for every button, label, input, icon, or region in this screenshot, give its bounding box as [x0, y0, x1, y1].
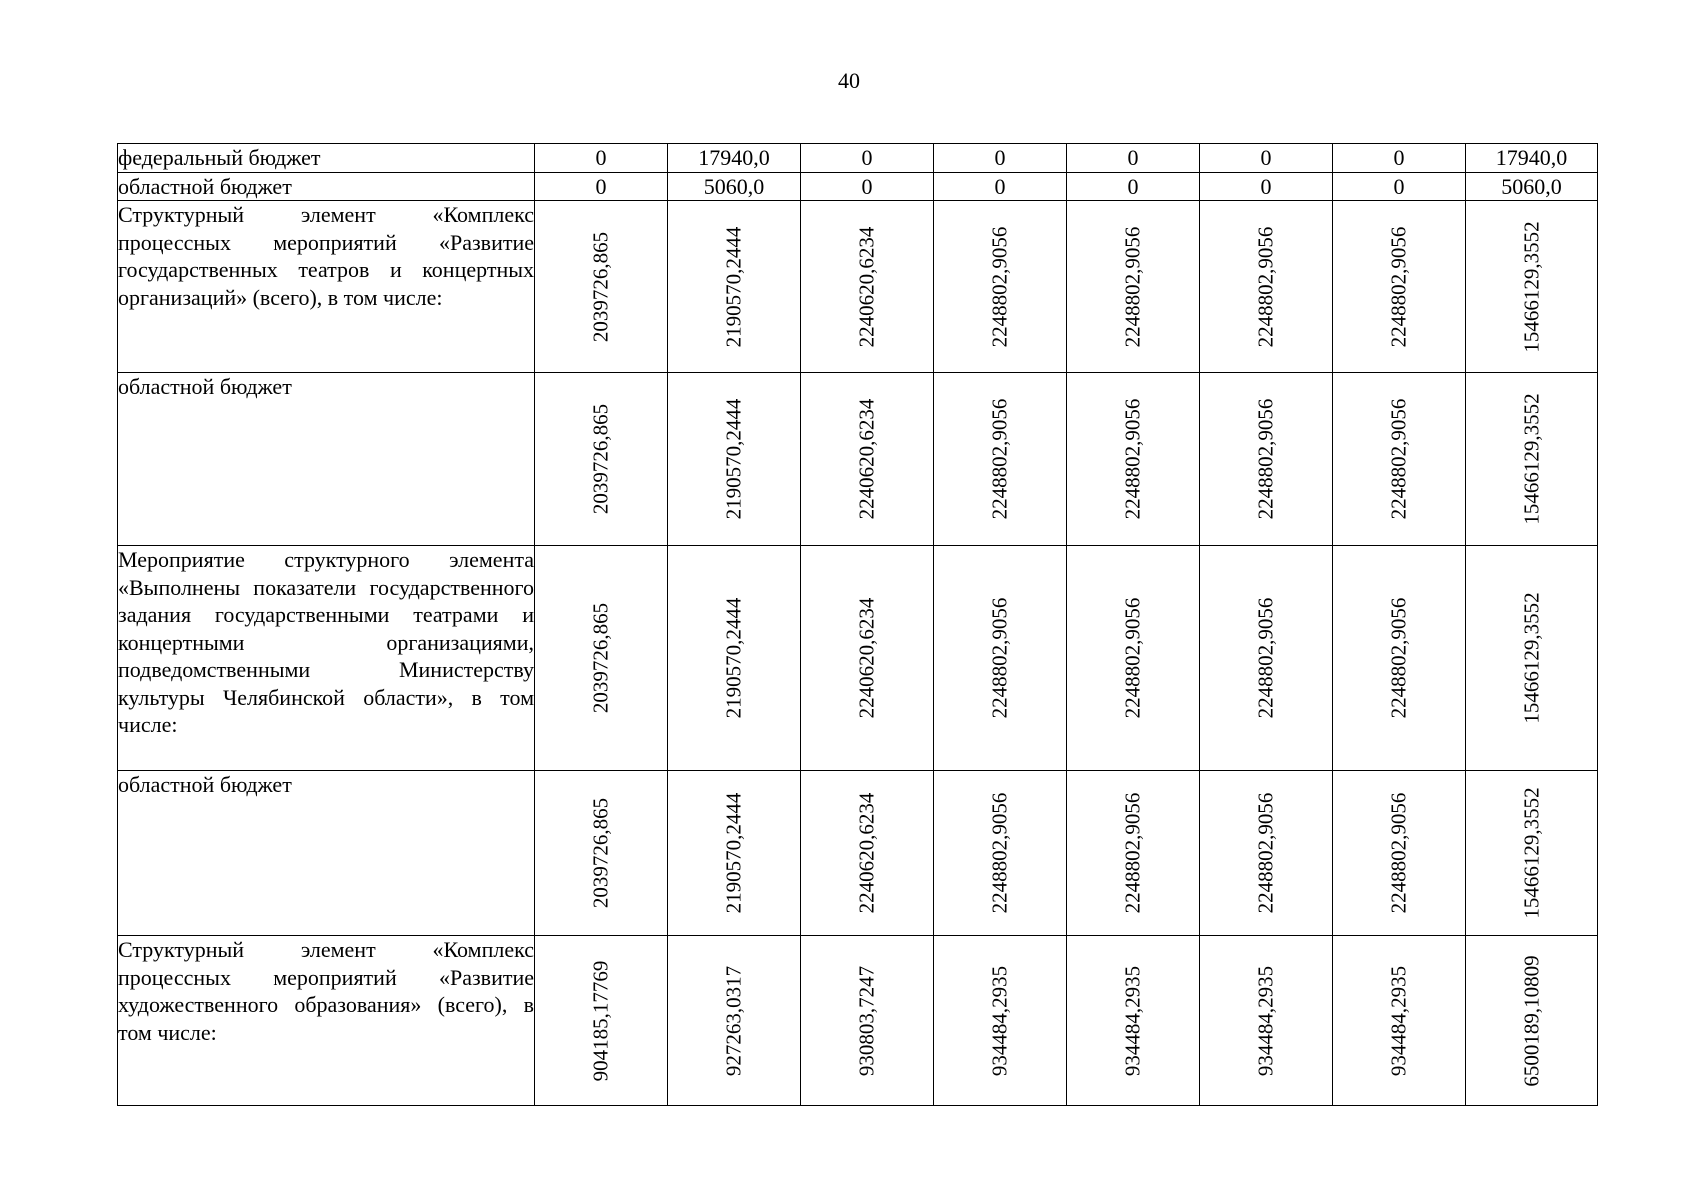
- value-text: 934484,2935: [1120, 965, 1145, 1076]
- value-cell: [801, 771, 934, 936]
- value-cell: [668, 936, 801, 1106]
- row-label-cell: [118, 373, 535, 546]
- value-text: 15466129,3552: [1518, 592, 1543, 724]
- value-cell: [1333, 201, 1466, 373]
- value-cell: 0: [1333, 172, 1466, 201]
- budget-table: [117, 143, 1598, 1106]
- value-cell: [668, 373, 801, 546]
- value-cell: [1333, 373, 1466, 546]
- value-cell: 5060,0: [668, 172, 801, 201]
- value-cell: 0: [1200, 144, 1333, 173]
- value-cell: [801, 936, 934, 1106]
- value-cell: [934, 771, 1067, 936]
- value-cell: [1333, 936, 1466, 1106]
- value-cell: [1200, 546, 1333, 771]
- value-cell: [801, 201, 934, 373]
- row-label-cell: [118, 144, 535, 173]
- row-label: областной бюджет: [118, 374, 292, 399]
- value-cell: [1466, 373, 1598, 546]
- value-cell: 0: [1200, 172, 1333, 201]
- value-text: 930803,7247: [854, 965, 879, 1076]
- value-cell: [1466, 546, 1598, 771]
- value-cell: [1466, 201, 1598, 373]
- value-text: 2240620,6234: [854, 597, 879, 719]
- value-cell: 0: [1333, 144, 1466, 173]
- row-label-cell: [118, 771, 535, 936]
- value-cell: [1067, 771, 1200, 936]
- value-text: 2248802,9056: [1253, 226, 1278, 347]
- value-cell: [535, 201, 668, 373]
- value-cell: [535, 373, 668, 546]
- value-text: 2240620,6234: [854, 792, 879, 914]
- value-text: 15466129,3552: [1518, 393, 1543, 525]
- value-cell: [1200, 771, 1333, 936]
- value-text: 2190570,2444: [721, 398, 746, 520]
- value-text: 2240620,6234: [854, 398, 879, 520]
- value-cell: [668, 201, 801, 373]
- value-cell: [934, 373, 1067, 546]
- value-cell: [934, 546, 1067, 771]
- table-row: [118, 172, 1598, 201]
- value-text: 2039726,865: [588, 602, 613, 714]
- value-cell: [1067, 201, 1200, 373]
- value-text: 2248802,9056: [1253, 398, 1278, 520]
- row-label: областной бюджет: [118, 772, 292, 797]
- row-label: Структурный элемент «Комплекс процессных мероприятий «Развитие художественного образования» (всего), в том числе:: [118, 937, 534, 1045]
- value-cell: [668, 546, 801, 771]
- row-label-cell: [118, 936, 535, 1106]
- value-cell: [1466, 771, 1598, 936]
- value-text: 2039726,865: [588, 231, 613, 342]
- value-cell: 17940,0: [1466, 144, 1598, 173]
- value-cell: [1200, 201, 1333, 373]
- value-text: 2248802,9056: [1386, 597, 1411, 719]
- value-text: 2248802,9056: [1386, 792, 1411, 914]
- value-text: 934484,2935: [1386, 965, 1411, 1076]
- row-label-cell: [118, 546, 535, 771]
- value-cell: 0: [1067, 172, 1200, 201]
- table-row: [118, 201, 1598, 373]
- table-row: [118, 373, 1598, 546]
- value-cell: [1067, 546, 1200, 771]
- value-text: 2190570,2444: [721, 226, 746, 347]
- row-label-cell: [118, 172, 535, 201]
- value-text: 2248802,9056: [1386, 398, 1411, 520]
- value-cell: 5060,0: [1466, 172, 1598, 201]
- value-cell: [1333, 546, 1466, 771]
- value-text: 2248802,9056: [987, 792, 1012, 914]
- value-text: 904185,17769: [588, 960, 613, 1081]
- value-text: 934484,2935: [1253, 965, 1278, 1076]
- value-text: 2248802,9056: [1120, 226, 1145, 347]
- value-text: 2248802,9056: [1253, 597, 1278, 719]
- value-text: 2248802,9056: [1120, 597, 1145, 719]
- value-cell: 0: [801, 144, 934, 173]
- value-cell: [801, 373, 934, 546]
- value-cell: [1200, 373, 1333, 546]
- value-cell: 0: [801, 172, 934, 201]
- value-text: 934484,2935: [987, 965, 1012, 1076]
- value-text: 2039726,865: [588, 403, 613, 515]
- value-text: 2248802,9056: [1120, 398, 1145, 520]
- value-cell: [535, 936, 668, 1106]
- value-cell: [801, 546, 934, 771]
- value-text: 2039726,865: [588, 797, 613, 909]
- value-text: 2190570,2444: [721, 792, 746, 914]
- row-label: областной бюджет: [118, 173, 292, 199]
- table-row: [118, 546, 1598, 771]
- value-cell: [1200, 936, 1333, 1106]
- value-text: 15466129,3552: [1518, 220, 1543, 353]
- value-cell: [934, 201, 1067, 373]
- value-cell: 0: [1067, 144, 1200, 173]
- value-text: 15466129,3552: [1518, 787, 1543, 919]
- row-label: Мероприятие структурного элемента «Выполнены показатели государственного задания государственными театрами и концертными организациями, подведомственными Министерству культуры Челябинской области», в том числе:: [118, 547, 534, 737]
- value-text: 2248802,9056: [1253, 792, 1278, 914]
- value-cell: [1067, 936, 1200, 1106]
- value-text: 2240620,6234: [854, 226, 879, 347]
- row-label: Структурный элемент «Комплекс процессных мероприятий «Развитие государственных театров и концертных организаций» (всего), в том числе:: [118, 202, 534, 310]
- value-text: 6500189,10809: [1518, 954, 1543, 1087]
- value-cell: [535, 771, 668, 936]
- value-cell: 0: [535, 144, 668, 173]
- table-row: [118, 771, 1598, 936]
- value-cell: [1067, 373, 1200, 546]
- value-cell: [934, 936, 1067, 1106]
- table-row: [118, 144, 1598, 173]
- value-text: 927263,0317: [721, 965, 746, 1076]
- value-cell: [1333, 771, 1466, 936]
- row-label-cell: [118, 201, 535, 373]
- value-cell: 0: [934, 144, 1067, 173]
- value-cell: 17940,0: [668, 144, 801, 173]
- value-cell: [668, 771, 801, 936]
- value-text: 2248802,9056: [987, 226, 1012, 347]
- value-cell: 0: [535, 172, 668, 201]
- table-row: [118, 936, 1598, 1106]
- value-text: 2248802,9056: [987, 597, 1012, 719]
- value-cell: 0: [934, 172, 1067, 201]
- value-text: 2248802,9056: [1120, 792, 1145, 914]
- value-cell: [535, 546, 668, 771]
- row-label: федеральный бюджет: [118, 145, 321, 170]
- value-text: 2248802,9056: [987, 398, 1012, 520]
- value-cell: [1466, 936, 1598, 1106]
- page-number: 40: [838, 68, 860, 93]
- value-text: 2190570,2444: [721, 597, 746, 719]
- value-text: 2248802,9056: [1386, 226, 1411, 347]
